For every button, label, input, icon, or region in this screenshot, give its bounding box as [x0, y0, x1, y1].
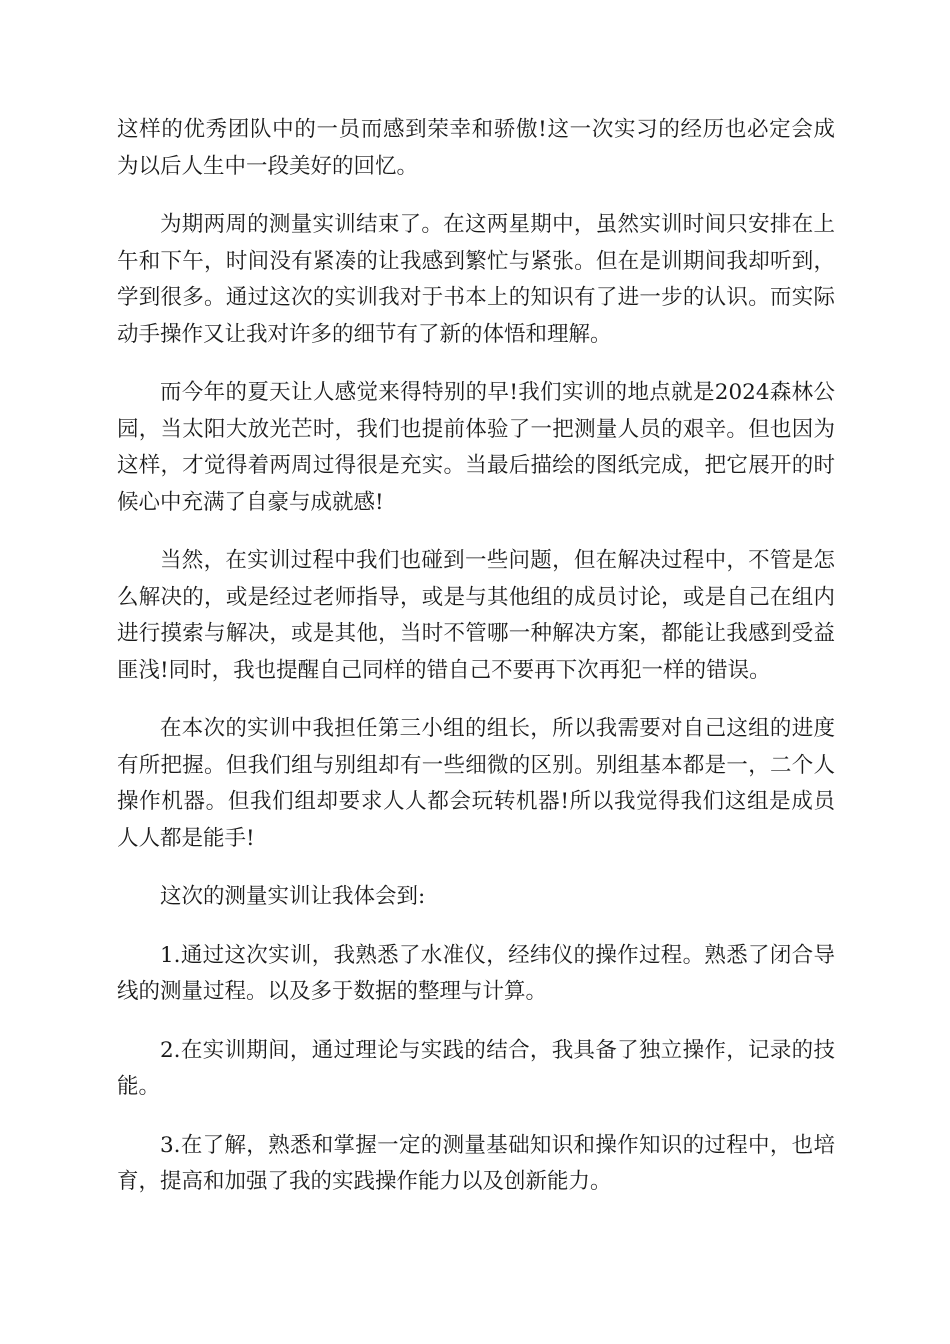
list-item-lesson-2: 2.在实训期间，通过理论与实践的结合，我具备了独立操作，记录的技能。: [117, 1037, 835, 1099]
list-item-lesson-1: 1.通过这次实训，我熟悉了水准仪，经纬仪的操作过程。熟悉了闭合导线的测量过程。以及多于数据的整理与计算。: [117, 942, 835, 1004]
paragraph-lessons-intro: 这次的测量实训让我体会到:: [160, 884, 426, 909]
paragraph-continuation: 这样的优秀团队中的一员而感到荣幸和骄傲!这一次实习的经历也必定会成为以后人生中一段美好的回忆。: [117, 117, 835, 179]
paragraph-team-leader: 在本次的实训中我担任第三小组的组长，所以我需要对自己这组的进度有所把握。但我们组与别组却有一些细微的区别。别组基本都是一，二个人操作机器。但我们组却要求人人都会玩转机器!所以我觉得我们这组是成员人人都是能手!: [117, 716, 835, 851]
list-item-lesson-3: 3.在了解，熟悉和掌握一定的测量基础知识和操作知识的过程中，也培育，提高和加强了我的实践操作能力以及创新能力。: [117, 1132, 835, 1194]
paragraph-problems: 当然，在实训过程中我们也碰到一些问题，但在解决过程中，不管是怎么解决的，或是经过老师指导，或是与其他组的成员讨论，或是自己在组内进行摸索与解决，或是其他，当时不管哪一种解决方案，都能让我感到受益匪浅!同时，我也提醒自己同样的错自己不要再下次再犯一样的错误。: [117, 548, 835, 683]
document-body: [117, 112, 835, 1223]
paragraph-summer-location: 而今年的夏天让人感觉来得特别的早!我们实训的地点就是2024森林公园，当太阳大放光芒时，我们也提前体验了一把测量人员的艰辛。但也因为这样，才觉得着两周过得很是充实。当最后描绘的图纸完成，把它展开的时候心中充满了自豪与成就感!: [117, 380, 835, 515]
paragraph-training-summary: 为期两周的测量实训结束了。在这两星期中，虽然实训时间只安排在上午和下午，时间没有紧凑的让我感到繁忙与紧张。但在是训期间我却听到，学到很多。通过这次的实训我对于书本上的知识有了进一步的认识。而实际动手操作又让我对许多的细节有了新的体悟和理解。: [117, 212, 835, 347]
